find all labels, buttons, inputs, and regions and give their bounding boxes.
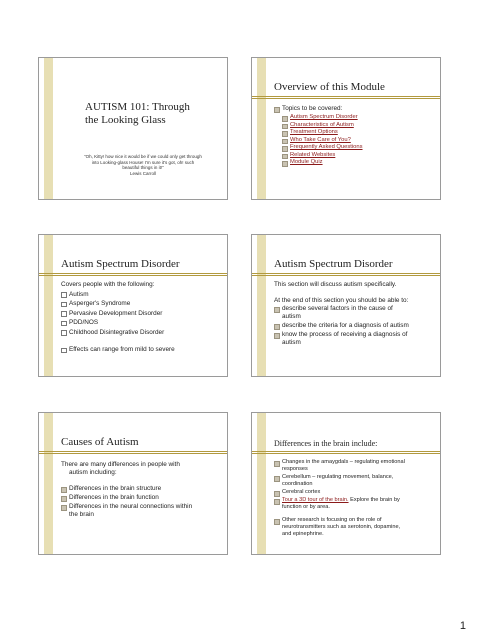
bullet-icon: [274, 519, 280, 525]
slide-body: Topics to be covered: Autism Spectrum Disorder Characteristics of Autism Treatment Options Who Take Care of You? Frequently Asked Questions Related Websites Module Quiz: [274, 105, 434, 167]
bullet-icon: [274, 307, 280, 313]
slide-body: Covers people with the following: Autism Asperger's Syndrome Pervasive Development Disorder PDD/NOS Childhood Disintegrative Disorder Effects can range from mild to severe: [61, 281, 175, 353]
bullet-icon: [61, 505, 67, 511]
slide-asd-section: [251, 234, 441, 377]
bullet-icon: [274, 499, 280, 505]
slide-heading: Causes of Autism: [61, 436, 139, 448]
slide-causes: [38, 412, 228, 555]
bullet-icon: [61, 496, 67, 502]
bullet-icon: [274, 324, 280, 330]
slide-body: This section will discuss autism specifically. At the end of this section you should be able to: describe several factors in the cause of autism describe the criteria for a diagnosis of autism know the process of receiving a diagnosis of autism: [274, 281, 409, 346]
bullet-icon: [61, 487, 67, 493]
quote: “Oh, Kitty! how nice it would be if we could only get through into Looking-glass House! I'm sure it's got, oh! such beautiful things in it!” Lewis Carroll: [69, 154, 217, 176]
slide-title: [38, 57, 228, 200]
slide-body: There are many differences in people with autism including: Differences in the brain structure Differences in the brain function Differences in the neural connections within the brain: [61, 461, 193, 518]
checkbox-bullet-icon: [61, 302, 67, 308]
topic-link[interactable]: Module Quiz: [274, 159, 434, 167]
bullet-icon: [282, 161, 288, 167]
slide-heading: Differences in the brain include:: [274, 439, 378, 448]
slide-heading: Autism Spectrum Disorder: [61, 258, 180, 270]
checkbox-bullet-icon: [61, 292, 67, 298]
topic-link[interactable]: Who Take Care of You?: [274, 137, 434, 145]
topic-link[interactable]: Autism Spectrum Disorder: [274, 114, 434, 122]
checkbox-bullet-icon: [61, 348, 67, 354]
slide-rail: [44, 413, 53, 554]
topic-link[interactable]: Related Websites: [274, 152, 434, 160]
slide-title-text: AUTISM 101: Through the Looking Glass: [85, 101, 190, 126]
slide-heading: Overview of this Module: [274, 81, 385, 93]
quote-author: Lewis Carroll: [129, 170, 156, 176]
slide-brain-differences: [251, 412, 441, 555]
bullet-icon: [274, 476, 280, 482]
slide-body: Changes in the amaygdals – regulating emotional responses Cerebellum – regulating movement, balance, coordination Cerebral cortex Tour a 3D tour of the brain. Explore the brain by function or by area. Other research is focusing on the role of neurotransmitters such as serotonin, dopamine, and epinephrine.: [274, 459, 434, 539]
slide-asd-covers: [38, 234, 228, 377]
topic-link[interactable]: Frequently Asked Questions: [274, 144, 434, 152]
slide-rail: [257, 413, 266, 554]
bullet-icon: [274, 461, 280, 467]
slide-rail: [257, 58, 266, 199]
page-number: 1: [459, 620, 466, 632]
slide-heading: Autism Spectrum Disorder: [274, 258, 393, 270]
bullet-icon: [274, 107, 280, 113]
topic-link[interactable]: Treatment Options: [274, 129, 434, 137]
slide-overview: [251, 57, 441, 200]
slide-rail: [44, 58, 53, 199]
brain-tour-link[interactable]: Tour a 3D tour of the brain.: [282, 497, 349, 503]
slide-rail: [257, 235, 266, 376]
topic-link[interactable]: Characteristics of Autism: [274, 122, 434, 130]
checkbox-bullet-icon: [61, 330, 67, 336]
checkbox-bullet-icon: [61, 311, 67, 317]
bullet-icon: [274, 333, 280, 339]
checkbox-bullet-icon: [61, 321, 67, 327]
slide-rail: [44, 235, 53, 376]
